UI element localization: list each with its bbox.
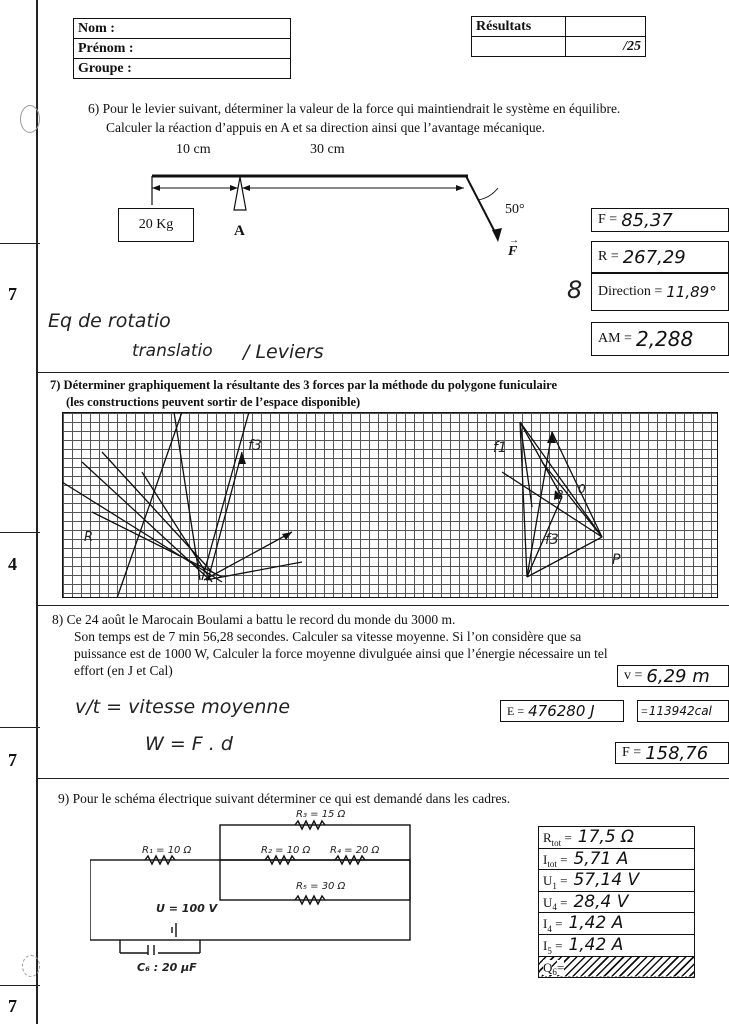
q8-prompt-line1: 8) Ce 24 août le Marocain Boulami a battu le record du monde du 3000 m. bbox=[52, 612, 456, 627]
margin-line bbox=[36, 0, 38, 1024]
q9-answer-row: $Q_6=$ bbox=[539, 956, 695, 978]
q9-prompt-line1: 9) Pour le schéma électrique suivant déterminer ce qui est demandé dans les cadres. bbox=[58, 791, 511, 806]
q9-answer-row: $R_{tot} = 17,5$ Ω bbox=[539, 827, 695, 849]
funicular-construction bbox=[62, 412, 718, 598]
label-r4: R₄ = 20 Ω bbox=[330, 845, 380, 856]
q8-prompt-line3: puissance est de 1000 W, Calculer la force moyenne divulguée ainsi que l’énergie nécessaire un tel bbox=[74, 646, 608, 661]
grid-label-p: P bbox=[612, 552, 621, 568]
results-score-cell bbox=[472, 37, 566, 57]
punch-hole-mark bbox=[22, 955, 40, 977]
circuit-diagram bbox=[90, 815, 420, 955]
section-divider bbox=[0, 532, 40, 533]
angle-label: 50° bbox=[505, 202, 525, 217]
q9-answer-row: $I_5 = 1,42$ A bbox=[539, 934, 695, 956]
grader-mark: 8 bbox=[567, 276, 583, 304]
handwritten-note-3: / Leviers bbox=[243, 341, 324, 363]
q8-velocity-answer: v = 6,29 m bbox=[617, 665, 729, 687]
label-r2: R₂ = 10 Ω bbox=[261, 845, 311, 856]
q7-prompt-line2: (les constructions peuvent sortir de l’espace disponible) bbox=[66, 395, 361, 409]
handwritten-work-formula: W = F . d bbox=[145, 733, 233, 755]
q6-reaction-answer: R = 267,29 bbox=[591, 241, 729, 273]
section-divider bbox=[36, 372, 729, 373]
q6-score: 7 bbox=[8, 284, 17, 304]
grid-label-f3b: f3 bbox=[545, 532, 559, 548]
q7-prompt-line1: 7) Déterminer graphiquement la résultante des 3 forces par la méthode du polygone funiculaire bbox=[50, 378, 558, 392]
q9-answer-row: $I_4 = 1,42$ A bbox=[539, 913, 695, 935]
handwritten-velocity-note: v/t = vitesse moyenne bbox=[75, 696, 291, 718]
groupe-label: Groupe : bbox=[74, 59, 291, 79]
punch-hole-mark bbox=[20, 105, 40, 133]
grid-label-o: 0 bbox=[578, 482, 586, 496]
q6-dim-left: 10 cm bbox=[176, 142, 211, 157]
q8-energy-joules-answer: E = 476280 J bbox=[500, 700, 624, 722]
results-label: Résultats bbox=[472, 17, 566, 37]
q8-energy-calories-answer: = 113942cal bbox=[637, 700, 729, 722]
student-id-table bbox=[73, 18, 291, 79]
q8-force-answer: F = 158,76 bbox=[615, 742, 729, 764]
nom-label: Nom : bbox=[74, 19, 291, 39]
prenom-label: Prénom : bbox=[74, 39, 291, 59]
section-divider bbox=[36, 778, 729, 779]
label-u: U = 100 V bbox=[156, 902, 218, 915]
section-divider bbox=[36, 605, 729, 606]
q9-answer-row: $I_{tot} = 5,71$ A bbox=[539, 848, 695, 870]
q8-prompt-line2: Son temps est de 7 min 56,28 secondes. Calculer sa vitesse moyenne. Si l’on considère que sa bbox=[74, 629, 582, 644]
section-divider bbox=[0, 727, 40, 728]
grid-label-f1: f1 bbox=[493, 440, 507, 456]
pivot-label: A bbox=[234, 223, 245, 239]
grid-label-r: R bbox=[84, 530, 94, 545]
q6-prompt-line2: Calculer la réaction d’appuis en A et sa direction ainsi que l’avantage mécanique. bbox=[106, 120, 545, 135]
q8-score: 7 bbox=[8, 750, 17, 770]
results-table bbox=[471, 16, 646, 57]
q9-answer-row: $U_1 = 57,14$ V bbox=[539, 870, 695, 892]
label-c: C₆ : 20 µF bbox=[137, 961, 197, 974]
q7-score: 4 bbox=[8, 554, 17, 574]
q9-score: 7 bbox=[8, 996, 17, 1016]
mass-label: 20 Kg bbox=[138, 217, 174, 232]
force-label: F bbox=[508, 244, 518, 259]
q6-dim-right: 30 cm bbox=[310, 142, 345, 157]
section-divider bbox=[0, 985, 40, 986]
grid-label-two: 2 bbox=[556, 488, 564, 502]
label-r3: R₃ = 15 Ω bbox=[296, 809, 346, 820]
q9-answer-row: $U_4 = 28,4$ V bbox=[539, 891, 695, 913]
force-vector-arrow: → bbox=[509, 235, 519, 246]
label-r5: R₅ = 30 Ω bbox=[296, 881, 346, 892]
handwritten-note-2: translatio bbox=[132, 341, 213, 361]
q6-force-answer: F = 85,37 bbox=[591, 208, 729, 232]
label-r1: R₁ = 10 Ω bbox=[142, 845, 192, 856]
q8-prompt-line4: effort (en J et Cal) bbox=[74, 663, 173, 678]
q6-mechanical-advantage-answer: AM = 2,288 bbox=[591, 322, 729, 356]
results-total: /25 bbox=[566, 37, 646, 57]
q6-direction-answer: Direction = 11,89° bbox=[591, 273, 729, 311]
results-empty-cell bbox=[566, 17, 646, 37]
q6-prompt-line1: 6) Pour le levier suivant, déterminer la valeur de la force qui maintiendrait le système en équilibre. bbox=[88, 101, 621, 116]
section-divider bbox=[0, 243, 40, 244]
grid-label-f3: f3 bbox=[248, 438, 262, 454]
q9-answer-table bbox=[538, 826, 695, 978]
mass-box bbox=[118, 208, 194, 242]
handwritten-note-1: Eq de rotatio bbox=[48, 310, 171, 332]
